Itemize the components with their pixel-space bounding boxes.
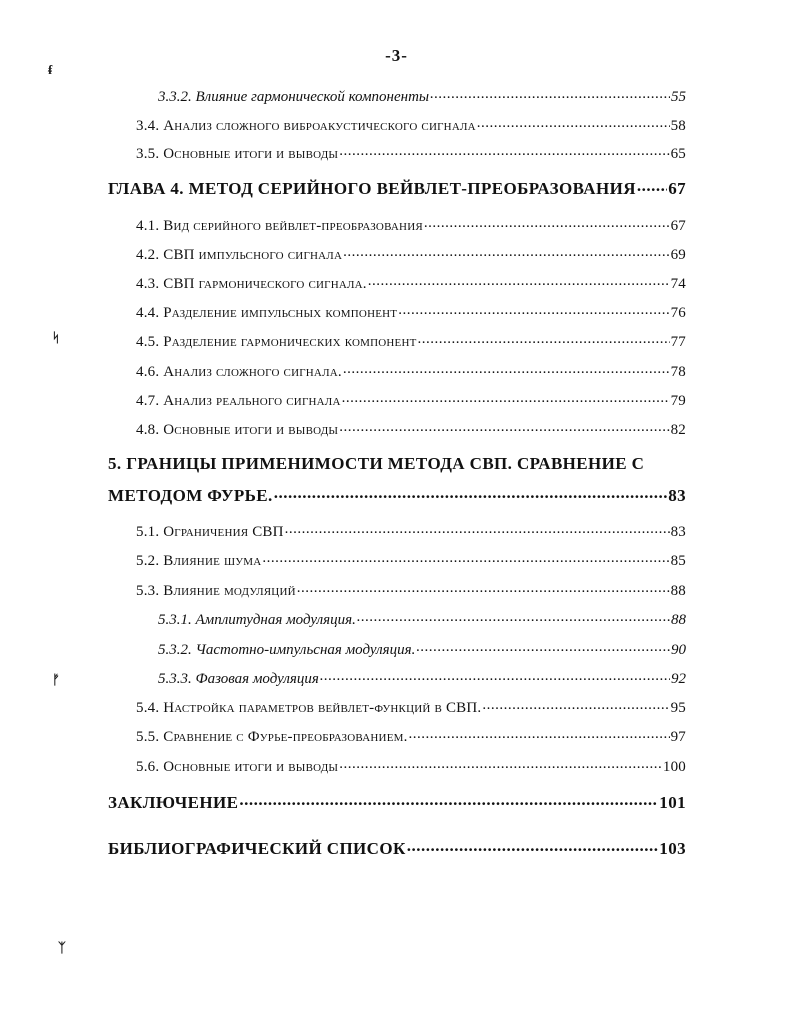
toc-entry-title: БИБЛИОГРАФИЧЕСКИЙ СПИСОК <box>108 839 406 858</box>
toc-entry-title: 4.1. Вид серийного вейвлет-преобразования <box>136 218 423 234</box>
toc-entry[interactable] <box>136 580 686 604</box>
dot-leader <box>297 580 670 595</box>
toc-entry[interactable] <box>158 86 686 110</box>
toc-entry-title: МЕТОДОМ ФУРЬЕ. <box>108 486 273 505</box>
toc-chapter[interactable] <box>108 837 686 861</box>
toc-entry[interactable] <box>136 215 686 239</box>
dot-leader <box>339 419 669 434</box>
toc-entry-title: 3.4. Анализ сложного виброакустического сигнала <box>136 118 476 134</box>
toc-entry-title: ЗАКЛЮЧЕНИЕ <box>108 793 239 812</box>
toc-entry-title: 5.5. Сравнение с Фурье-преобразованием. <box>136 729 408 745</box>
toc-entry[interactable] <box>136 115 686 139</box>
dot-leader <box>339 143 669 158</box>
toc-entry[interactable] <box>136 521 686 545</box>
margin-mark: ᵮ <box>48 62 53 77</box>
toc-chapter[interactable] <box>108 484 686 508</box>
dot-leader <box>285 521 670 536</box>
margin-mark: ᛋ <box>52 330 60 345</box>
toc-entry-page: 101 <box>659 793 686 812</box>
toc-entry[interactable] <box>136 697 686 721</box>
toc-entry-page: 97 <box>670 729 686 745</box>
dot-leader <box>430 86 670 101</box>
toc-entry-title: ГЛАВА 4. МЕТОД СЕРИЙНОГО ВЕЙВЛЕТ-ПРЕОБРАЗОВАНИЯ <box>108 179 636 198</box>
toc-entry-page: 79 <box>670 393 686 409</box>
dot-leader <box>357 609 670 624</box>
dot-leader <box>424 215 670 230</box>
page-number: -3- <box>385 46 408 65</box>
toc-entry-page: 82 <box>670 422 686 438</box>
toc-entry-page: 95 <box>670 700 686 716</box>
toc-chapter[interactable] <box>108 177 686 201</box>
toc-entry-title: 4.4. Разделение импульсных компонент <box>136 305 398 321</box>
dot-leader <box>274 484 668 501</box>
dot-leader <box>343 361 670 376</box>
toc-entry-title: 3.3.2. Влияние гармонической компоненты <box>158 89 430 105</box>
toc-entry-page: 100 <box>662 759 686 775</box>
toc-entry-page: 90 <box>671 642 686 658</box>
toc-entry-page: 88 <box>670 583 686 599</box>
dot-leader <box>239 791 658 808</box>
toc-entry-page: 83 <box>670 524 686 540</box>
toc-entry-title: 5.1. Ограничения СВП <box>136 524 284 540</box>
dot-leader <box>262 550 669 565</box>
dot-leader <box>368 273 670 288</box>
dot-leader <box>418 331 670 346</box>
margin-mark: ᛉ <box>58 940 66 955</box>
toc-chapter[interactable] <box>108 791 686 815</box>
toc-entry-title: 5.3.1. Амплитудная модуляция. <box>158 612 356 628</box>
toc-entry[interactable] <box>136 244 686 268</box>
toc-entry[interactable] <box>136 331 686 355</box>
toc-entry[interactable] <box>158 609 686 633</box>
toc-entry[interactable] <box>136 390 686 414</box>
toc-entry-page: 67 <box>668 179 686 198</box>
toc-entry-title: 4.6. Анализ сложного сигнала. <box>136 364 342 380</box>
toc-entry-title: 4.2. СВП импульсного сигнала <box>136 247 343 263</box>
toc-entry-title: 4.3. СВП гармонического сигнала. <box>136 276 367 292</box>
toc-entry-page: 77 <box>670 334 686 350</box>
toc-entry-page: 58 <box>670 118 686 134</box>
toc-entry-title: 5.3.2. Частотно-импульсная модуляция. <box>158 642 416 658</box>
toc-entry-page: 69 <box>670 247 686 263</box>
dot-leader <box>339 756 662 771</box>
toc-entry-page: 74 <box>670 276 686 292</box>
toc-entry-title: 5.3. Влияние модуляций <box>136 583 296 599</box>
toc-entry-title: 5.6. Основные итоги и выводы <box>136 759 339 775</box>
toc-entry-page: 103 <box>659 839 686 858</box>
toc-entry[interactable] <box>136 302 686 326</box>
toc-entry[interactable] <box>136 756 686 780</box>
dot-leader <box>482 697 669 712</box>
toc-entry[interactable] <box>136 726 686 750</box>
toc-entry-page: 76 <box>670 305 686 321</box>
dot-leader <box>407 837 659 854</box>
toc-entry[interactable] <box>136 143 686 167</box>
dot-leader <box>343 244 669 259</box>
toc-entry-title: 4.8. Основные итоги и выводы <box>136 422 339 438</box>
dot-leader <box>409 726 670 741</box>
dot-leader <box>320 668 670 683</box>
toc-entry-page: 65 <box>670 146 686 162</box>
toc-entry[interactable] <box>136 550 686 574</box>
dot-leader <box>416 639 670 654</box>
toc-entry-title: 3.5. Основные итоги и выводы <box>136 146 339 162</box>
toc-entry-page: 85 <box>670 553 686 569</box>
toc-entry-page: 92 <box>671 671 686 687</box>
toc-chapter-title-line[interactable]: 5. ГРАНИЦЫ ПРИМЕНИМОСТИ МЕТОДА СВП. СРАВНЕНИЕ С <box>108 454 645 473</box>
toc-entry-title: 5.2. Влияние шума <box>136 553 262 569</box>
toc-entry-title: 5.4. Настройка параметров вейвлет-функций в СВП. <box>136 700 482 716</box>
dot-leader <box>342 390 670 405</box>
toc-entry[interactable] <box>158 668 686 692</box>
toc-entry-title: 5.3.3. Фазовая модуляция <box>158 671 319 687</box>
dot-leader <box>637 177 667 194</box>
dot-leader <box>398 302 669 317</box>
toc-entry-page: 67 <box>670 218 686 234</box>
toc-entry-page: 78 <box>670 364 686 380</box>
toc-entry[interactable] <box>136 419 686 443</box>
toc-entry-title: 4.5. Разделение гармонических компонент <box>136 334 417 350</box>
toc-entry-page: 55 <box>671 89 686 105</box>
toc-entry[interactable] <box>136 273 686 297</box>
toc-entry[interactable] <box>158 639 686 663</box>
toc-entry-page: 88 <box>671 612 686 628</box>
dot-leader <box>477 115 670 130</box>
toc-entry[interactable] <box>136 361 686 385</box>
toc-entry-page: 83 <box>668 486 686 505</box>
toc-entry-title: 4.7. Анализ реального сигнала <box>136 393 341 409</box>
margin-mark: ᚠ <box>52 672 60 687</box>
